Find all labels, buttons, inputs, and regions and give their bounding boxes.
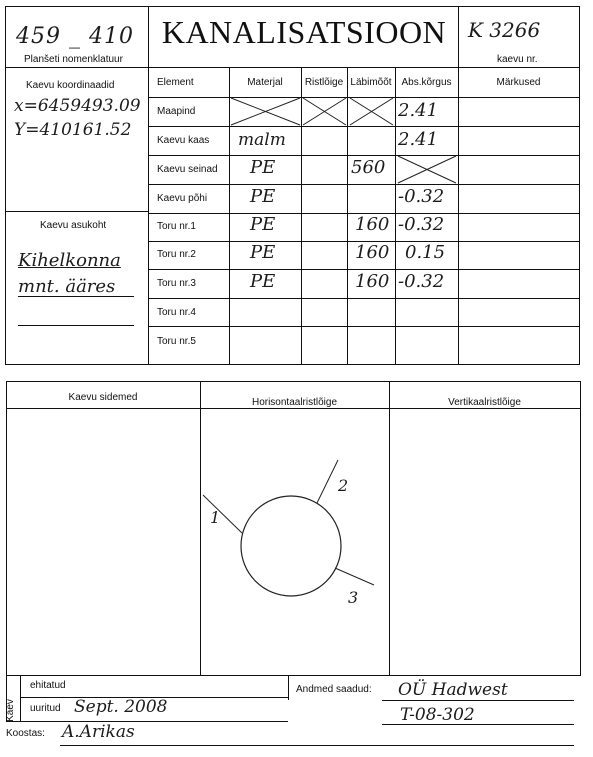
row-element: Kaevu seinad [157, 164, 218, 175]
compiled-value: A.Arikas [62, 722, 135, 742]
pipe-3-label: 3 [348, 588, 359, 607]
row-diameter: 160 [355, 271, 390, 292]
row-material: PE [250, 186, 276, 207]
row-elevation: 2.41 [398, 100, 439, 121]
well-number-label: kaevu nr. [497, 54, 538, 65]
location-label: Kaevu asukoht [40, 220, 107, 231]
row-element: Toru nr.4 [157, 307, 196, 318]
page-title: KANALISATSIOON [161, 14, 447, 50]
row-elevation: -0.32 [398, 186, 445, 207]
section-ties-label: Kaevu sidemed [68, 392, 138, 403]
section-horizontal-label: Horisontaalristlõige [251, 397, 338, 408]
row-element: Kaevu kaas [157, 135, 210, 146]
coordinates-label: Kaevu koordinaadid [26, 80, 115, 91]
header-material: Materjal [247, 77, 283, 88]
row-material: PE [250, 271, 276, 292]
horizontal-section-drawing [200, 408, 389, 675]
data-source-value-2: T-08-302 [400, 705, 475, 725]
location-line-1: Kihelkonna [18, 250, 121, 271]
row-elevation: 0.15 [405, 242, 446, 263]
sheet-number-handwritten: 459 _ 410 [16, 24, 134, 49]
surveyed-value: Sept. 2008 [74, 697, 168, 717]
row-element: Kaevu põhi [157, 193, 208, 204]
coordinate-x: x=6459493.09 [14, 96, 141, 116]
row-diameter: 160 [355, 214, 390, 235]
pipe-2-line [317, 460, 338, 503]
built-label: ehitatud [30, 680, 66, 691]
header-remarks: Märkused [496, 77, 541, 88]
header-element: Element [157, 77, 194, 88]
pipe-1-label: 1 [210, 508, 221, 527]
row-material: malm [238, 130, 286, 150]
pipe-1-line [203, 495, 242, 533]
row-elevation: -0.32 [398, 214, 445, 235]
header-cross-section: Ristlõige [304, 77, 344, 88]
row-material: PE [250, 157, 276, 178]
compiled-label: Koostas: [6, 728, 45, 739]
data-source-label: Andmed saadud: [296, 684, 372, 695]
surveyed-label: uuritud [30, 703, 61, 714]
row-element: Toru nr.1 [157, 221, 196, 232]
well-circle [241, 496, 341, 596]
row-elevation: -0.32 [398, 271, 445, 292]
coordinate-y: Y=410161.52 [14, 120, 132, 140]
pipe-2-label: 2 [338, 476, 349, 495]
well-number-handwritten: K 3266 [468, 18, 541, 42]
well-label-vertical: Kaev [4, 699, 16, 722]
pipe-3-line [335, 568, 374, 585]
row-material: PE [250, 242, 276, 263]
header-elevation: Abs.kõrgus [401, 77, 452, 88]
location-line-2: mnt. ääres [18, 276, 116, 297]
row-elevation: 2.41 [398, 129, 439, 150]
row-diameter: 160 [355, 242, 390, 263]
header-diameter: Läbimõõt [350, 77, 392, 88]
section-vertical-label: Vertikaalristlõige [448, 397, 521, 408]
data-source-value-1: OÜ Hadwest [398, 680, 508, 700]
row-element: Maapind [157, 106, 196, 117]
row-diameter: 560 [351, 157, 386, 178]
sheet-label: Planšeti nomenklatuur [24, 54, 123, 65]
row-element: Toru nr.2 [157, 249, 196, 260]
row-element: Toru nr.3 [157, 278, 196, 289]
row-element: Toru nr.5 [157, 336, 196, 347]
row-material: PE [250, 214, 276, 235]
